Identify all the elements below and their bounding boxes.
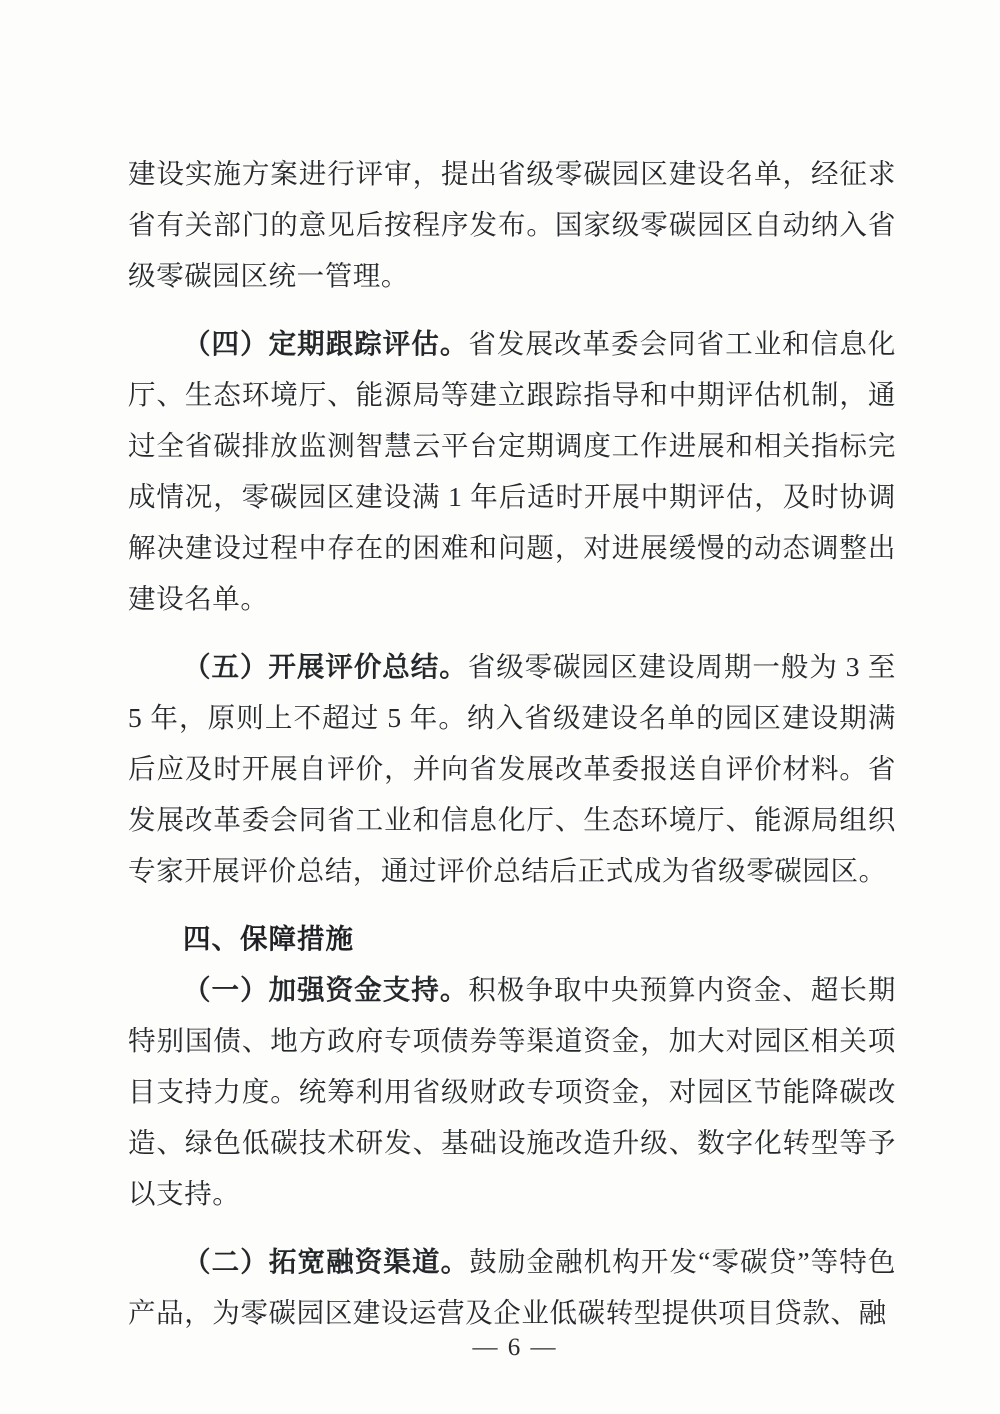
paragraph <box>128 148 896 301</box>
paragraph-lead: （四）定期跟踪评估。 <box>183 328 469 359</box>
paragraph <box>128 964 896 1219</box>
paragraph <box>128 1236 896 1338</box>
paragraph-text: 省级零碳园区建设周期一般为 3 至 5 年，原则上不超过 5 年。纳入省级建设名单的园区建设期满后应及时开展自评价，并向省发展改革委报送自评价材料。省发展改革委会同省工业和信息化厅、生态环境厅、能源局组织专家开展评价总结，通过评价总结后正式成为省级零碳园区。 <box>128 651 896 886</box>
paragraph <box>128 641 896 896</box>
page-number: — 6 — <box>472 1334 558 1361</box>
paragraph-text: 积极争取中央预算内资金、超长期特别国债、地方政府专项债券等渠道资金，加大对园区相关项目支持力度。统筹利用省级财政专项资金，对园区节能降碳改造、绿色低碳技术研发、基础设施改造升级、数字化转型等予以支持。 <box>128 974 896 1209</box>
paragraph-text: 鼓励金融机构开发“零碳贷”等特色产品，为零碳园区建设运营及企业低碳转型提供项目贷款、融 <box>128 1246 897 1328</box>
paragraph-lead: （二）拓宽融资渠道。 <box>183 1246 470 1277</box>
paragraph-lead: （五）开展评价总结。 <box>183 651 468 682</box>
paragraph-lead: （一）加强资金支持。 <box>183 974 469 1005</box>
section-heading: 四、保障措施 <box>183 923 354 954</box>
paragraph <box>128 318 896 624</box>
paragraph-text: 省发展改革委会同省工业和信息化厅、生态环境厅、能源局等建立跟踪指导和中期评估机制，通过全省碳排放监测智慧云平台定期调度工作进展和相关指标完成情况，零碳园区建设满 1 年后适时开展中期评估，及时协调解决建设过程中存在的困难和问题，对进展缓慢的动态调整出建设名单。 <box>128 328 896 614</box>
paragraph-text: 建设实施方案进行评审，提出省级零碳园区建设名单，经征求省有关部门的意见后按程序发布。国家级零碳园区自动纳入省级零碳园区统一管理。 <box>128 158 896 291</box>
document-body <box>128 148 896 1338</box>
